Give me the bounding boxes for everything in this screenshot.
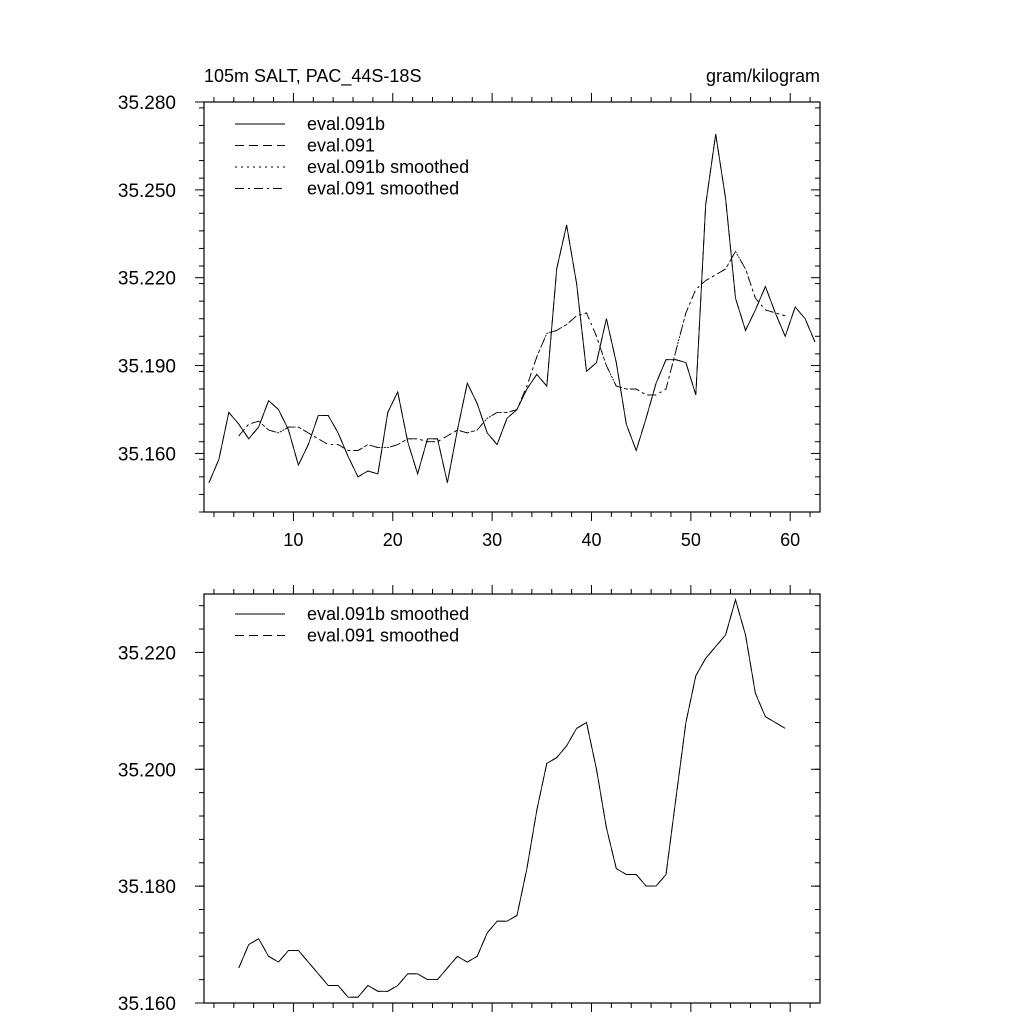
y-tick-label: 35.160: [117, 994, 176, 1015]
x-tick-label: 50: [680, 530, 701, 550]
legend-label: eval.091 smoothed: [307, 625, 460, 646]
series-line-eval-091b: [209, 134, 815, 483]
chart-title-right: gram/kilogram: [705, 66, 820, 86]
series-line-eval-091-smoothed: [239, 600, 785, 997]
y-tick-label: 35.180: [117, 877, 176, 899]
chart-title-left: 105m SALT, PAC_44S-18S: [204, 66, 422, 86]
y-tick-label: 35.220: [117, 643, 176, 665]
y-tick-label: 35.280: [117, 93, 176, 114]
y-tick-label: 35.160: [117, 444, 176, 466]
series-line-eval-091b-smoothed: [239, 251, 785, 450]
x-tick-label: 20: [382, 530, 403, 550]
legend-label: eval.091: [307, 135, 376, 156]
y-tick-label: 35.200: [117, 760, 176, 782]
plot-frame: [204, 102, 820, 512]
plot-panel-1: [118, 93, 820, 550]
y-tick-label: 35.250: [117, 180, 176, 202]
plot-frame: [204, 594, 820, 1003]
y-tick-label: 35.190: [117, 356, 176, 378]
x-tick-label: 60: [780, 530, 801, 550]
series-line-eval-091b-smoothed: [239, 600, 785, 997]
legend-label: eval.091b smoothed: [307, 604, 470, 624]
plot-panel-2: [118, 585, 820, 1015]
legend-label: eval.091 smoothed: [307, 178, 460, 199]
legend-label: eval.091b: [307, 114, 386, 134]
x-tick-label: 10: [283, 530, 304, 550]
x-tick-label: 40: [581, 530, 602, 550]
x-tick-label: 30: [482, 530, 503, 550]
legend-label: eval.091b smoothed: [307, 157, 470, 177]
series-line-eval-091-smoothed: [239, 251, 785, 450]
y-tick-label: 35.220: [117, 268, 176, 290]
